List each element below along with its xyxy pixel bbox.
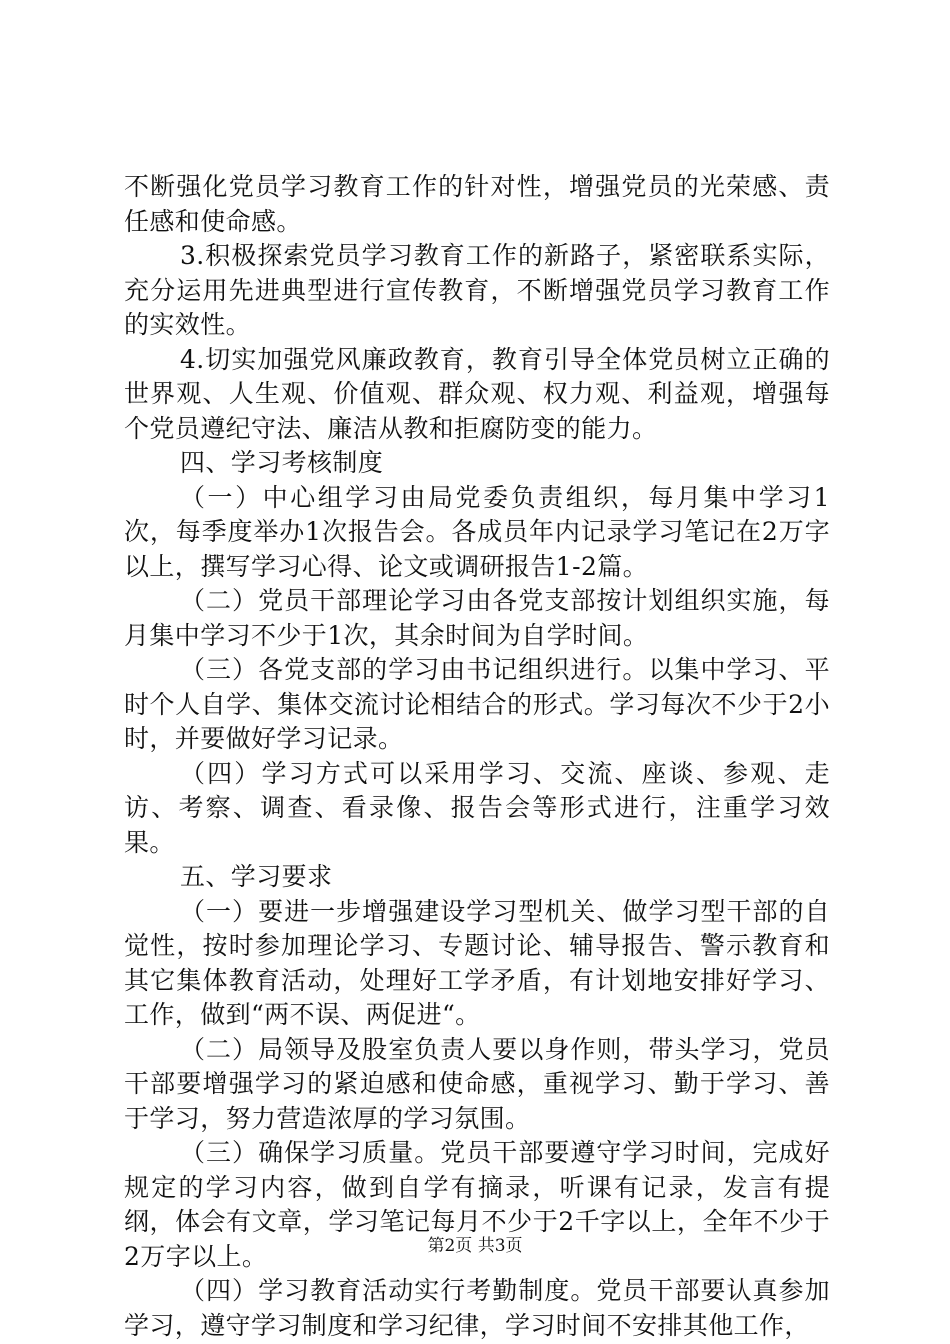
page-number-label: 第2页 共3页 (427, 1236, 523, 1256)
paragraph-5-3: （三）确保学习质量。党员干部要遵守学习时间，完成好规定的学习内容，做到自学有摘录，听课有记录，发言有提纲，体会有文章，学习笔记每月不少于2千字以上，全年不少于2万字以上。 (124, 1138, 830, 1271)
paragraph-5-1: （一）要进一步增强建设学习型机关、做学习型干部的自觉性，按时参加理论学习、专题讨论、辅导报告、警示教育和其它集体教育活动，处理好工学矛盾，有计划地安排好学习、工作，做到“两不误、两促进“。 (124, 896, 830, 1029)
section-heading-4: 四、学习考核制度 (180, 448, 384, 477)
document-body (124, 170, 830, 1343)
paragraph-4-2: （二）党员干部理论学习由各党支部按计划组织实施，每月集中学习不少于1次，其余时间为自学时间。 (124, 586, 830, 650)
paragraph-4-4: （四）学习方式可以采用学习、交流、座谈、参观、走访、考察、调查、看录像、报告会等形式进行，注重学习效果。 (124, 758, 830, 857)
page-footer (0, 1236, 950, 1256)
paragraph-4-1: （一）中心组学习由局党委负责组织，每月集中学习1次，每季度举办1次报告会。各成员年内记录学习笔记在2万字以上，撰写学习心得、论文或调研报告1-2篇。 (124, 482, 830, 581)
paragraph-2: 3.积极探索党员学习教育工作的新路子，紧密联系实际，充分运用先进典型进行宣传教育，不断增强党员学习教育工作的实效性。 (124, 241, 830, 339)
paragraph-5-4: （四）学习教育活动实行考勤制度。党员干部要认真参加学习，遵守学习制度和学习纪律，学习时间不安排其他工作， (124, 1276, 830, 1340)
paragraph-5-2: （二）局领导及股室负责人要以身作则，带头学习，党员干部要增强学习的紧迫感和使命感，重视学习、勤于学习、善于学习，努力营造浓厚的学习氛围。 (124, 1034, 830, 1133)
paragraph-1: 不断强化党员学习教育工作的针对性，增强党员的光荣感、责任感和使命感。 (124, 172, 830, 236)
section-heading-5: 五、学习要求 (180, 862, 333, 891)
paragraph-4-3: （三）各党支部的学习由书记组织进行。以集中学习、平时个人自学、集体交流讨论相结合的形式。学习每次不少于2小时，并要做好学习记录。 (124, 655, 830, 753)
paragraph-3: 4.切实加强党风廉政教育，教育引导全体党员树立正确的世界观、人生观、价值观、群众观、权力观、利益观，增强每个党员遵纪守法、廉洁从教和拒腐防变的能力。 (124, 344, 830, 443)
